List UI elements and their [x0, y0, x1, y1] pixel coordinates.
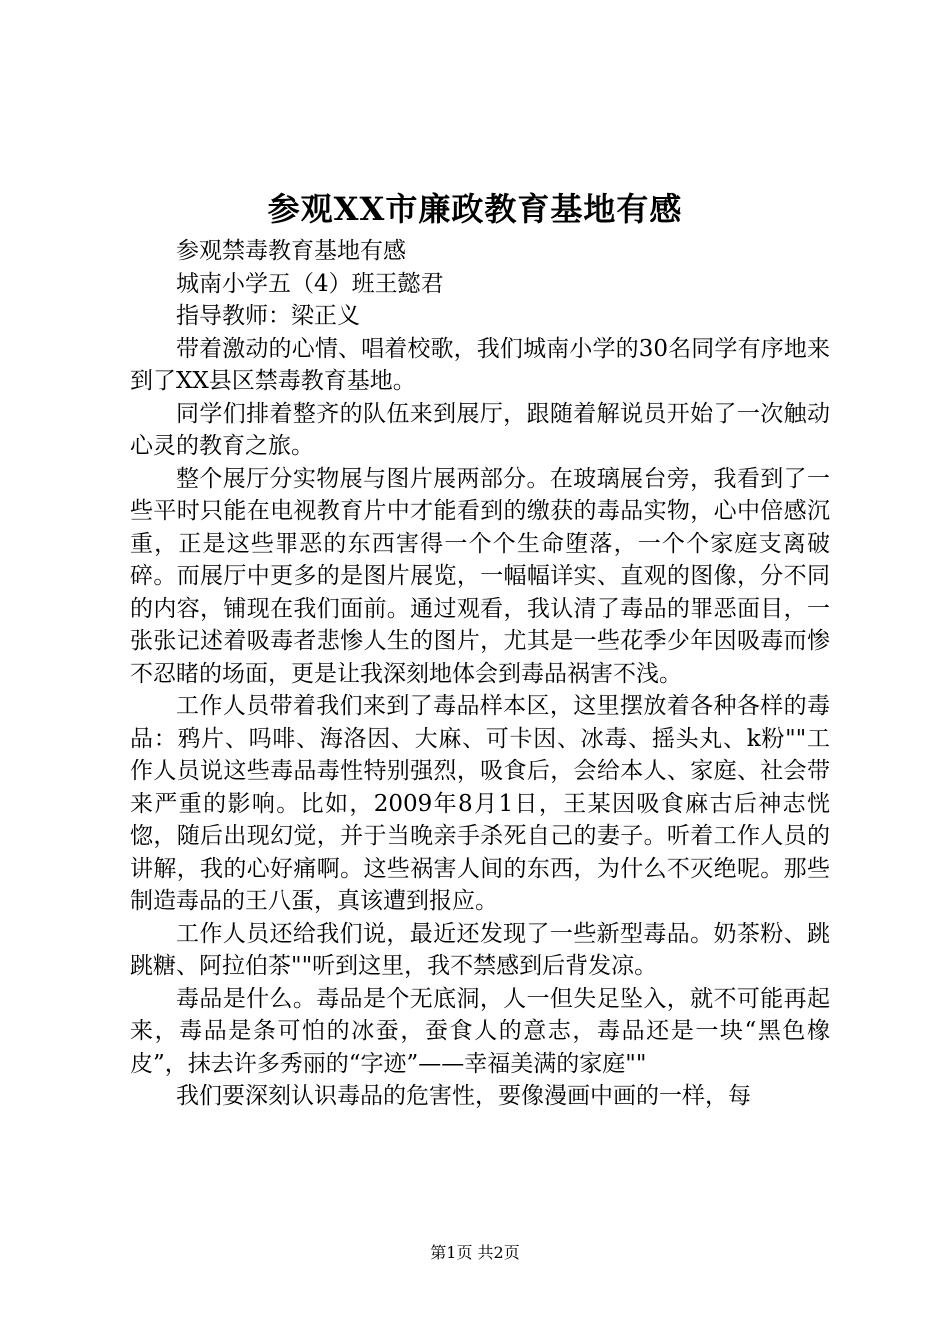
- document-title: 参观XX市廉政教育基地有感: [267, 190, 683, 228]
- body-paragraph: 工作人员还给我们说，最近还发现了一些新型毒品。奶茶粉、跳跳糖、阿拉伯茶""听到这里，我不禁感到后背发凉。: [130, 920, 830, 979]
- document-body: [130, 235, 830, 1113]
- page-number-footer: 第1页 共2页: [430, 1243, 520, 1262]
- subtitle-line: 参观禁毒教育基地有感: [176, 238, 406, 264]
- body-paragraph: 我们要深刻认识毒品的危害性，要像漫画中画的一样，每: [176, 1083, 751, 1109]
- body-paragraph: 工作人员带着我们来到了毒品样本区，这里摆放着各种各样的毒品：鸦片、吗啡、海洛因、大麻、可卡因、冰毒、摇头丸、k粉""工作人员说这些毒品毒性特别强烈，吸食后，会给本人、家庭、社会带来严重的影响。比如，2009年8月1日，王某因吸食麻古后神志恍惚，随后出现幻觉，并于当晚亲手杀死自己的妻子。听着工作人员的讲解，我的心好痛啊。这些祸害人间的东西，为什么不灭绝呢。那些制造毒品的王八蛋，真该遭到报应。: [130, 693, 830, 914]
- body-paragraph: 同学们排着整齐的队伍来到展厅，跟随着解说员开始了一次触动心灵的教育之旅。: [130, 400, 830, 459]
- body-paragraph: 带着激动的心情、唱着校歌，我们城南小学的30名同学有序地来到了XX县区禁毒教育基地。: [130, 335, 830, 394]
- body-paragraph: 毒品是什么。毒品是个无底洞，人一但失足坠入，就不可能再起来，毒品是条可怕的冰蚕，蚕食人的意志，毒品还是一块“黑色橡皮”，抹去许多秀丽的“字迹”——幸福美满的家庭"": [130, 985, 830, 1077]
- author-line: 城南小学五（4）班王懿君: [176, 270, 444, 297]
- teacher-line: 指导教师：梁正义: [176, 303, 360, 329]
- body-paragraph: 整个展厅分实物展与图片展两部分。在玻璃展台旁，我看到了一些平时只能在电视教育片中才能看到的缴获的毒品实物，心中倍感沉重，正是这些罪恶的东西害得一个个生命堕落，一个个家庭支离破碎。而展厅中更多的是图片展览，一幅幅详实、直观的图像，分不同的内容，铺现在我们面前。通过观看，我认清了毒品的罪恶面目，一张张记述着吸毒者悲惨人生的图片，尤其是一些花季少年因吸毒而惨不忍睹的场面，更是让我深刻地体会到毒品祸害不浅。: [130, 465, 830, 687]
